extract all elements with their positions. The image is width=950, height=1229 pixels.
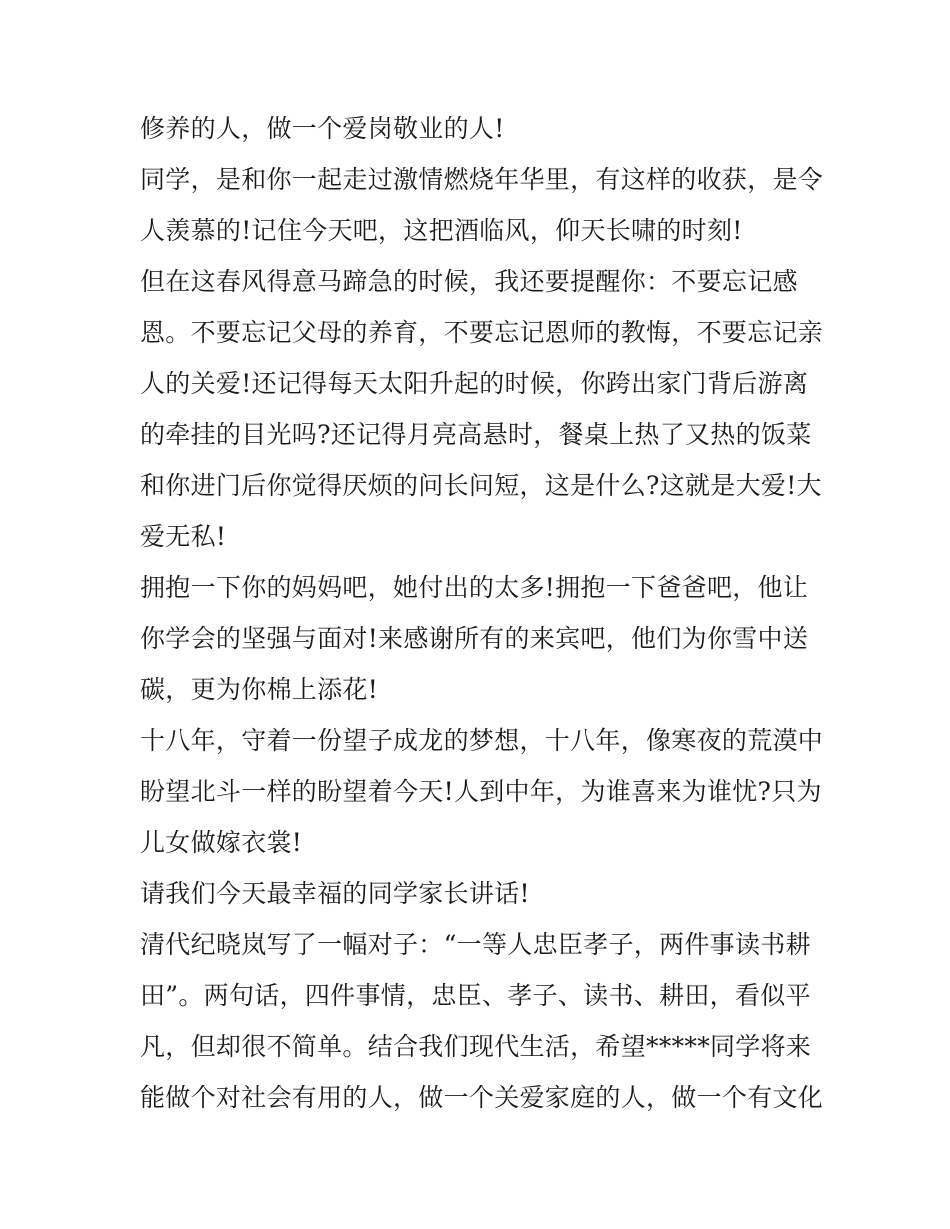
text-line: 人的关爱!还记得每天太阳升起的时候，你跨出家门背后游离	[140, 369, 809, 398]
text-line: 清代纪晓岚写了一幅对子：“一等人忠臣孝子，两件事读书耕	[140, 930, 811, 959]
text-line: 爱无私!	[140, 522, 227, 551]
text-line: 修养的人，做一个爱岗敬业的人!	[140, 114, 505, 143]
text-line: 人羡慕的!记住今天吧，这把酒临风，仰天长啸的时刻!	[140, 216, 743, 245]
text-line: 恩。不要忘记父母的养育，不要忘记恩师的教悔，不要忘记亲	[140, 318, 824, 347]
text-line: 请我们今天最幸福的同学家长讲话!	[140, 879, 530, 908]
text-line: 盼望北斗一样的盼望着今天!人到中年，为谁喜来为谁忧?只为	[140, 777, 822, 806]
text-line: 碳，更为你棉上添花!	[140, 675, 379, 704]
text-line: 你学会的坚强与面对!来感谢所有的来宾吧，他们为你雪中送	[140, 624, 809, 653]
text-line: 的牵挂的目光吗?还记得月亮高悬时，餐桌上热了又热的饭菜	[140, 420, 812, 449]
text-line: 但在这春风得意马蹄急的时候，我还要提醒你：不要忘记感	[140, 267, 798, 296]
text-line: 能做个对社会有用的人，做一个关爱家庭的人，做一个有文化	[140, 1083, 824, 1112]
text-line: 凡，但却很不简单。结合我们现代生活，希望*****同学将来	[140, 1032, 812, 1061]
text-line: 十八年，守着一份望子成龙的梦想，十八年，像寒夜的荒漠中	[140, 726, 824, 755]
text-line: 儿女做嫁衣裳!	[140, 828, 303, 857]
text-line: 同学，是和你一起走过激情燃烧年华里，有这样的收获，是令	[140, 165, 824, 194]
text-line: 和你进门后你觉得厌烦的问长问短，这是什么?这就是大爱!大	[140, 471, 822, 500]
text-line: 田”。两句话，四件事情，忠臣、孝子、读书、耕田，看似平	[140, 981, 811, 1010]
text-line: 拥抱一下你的妈妈吧，她付出的太多!拥抱一下爸爸吧，他让	[140, 573, 809, 602]
